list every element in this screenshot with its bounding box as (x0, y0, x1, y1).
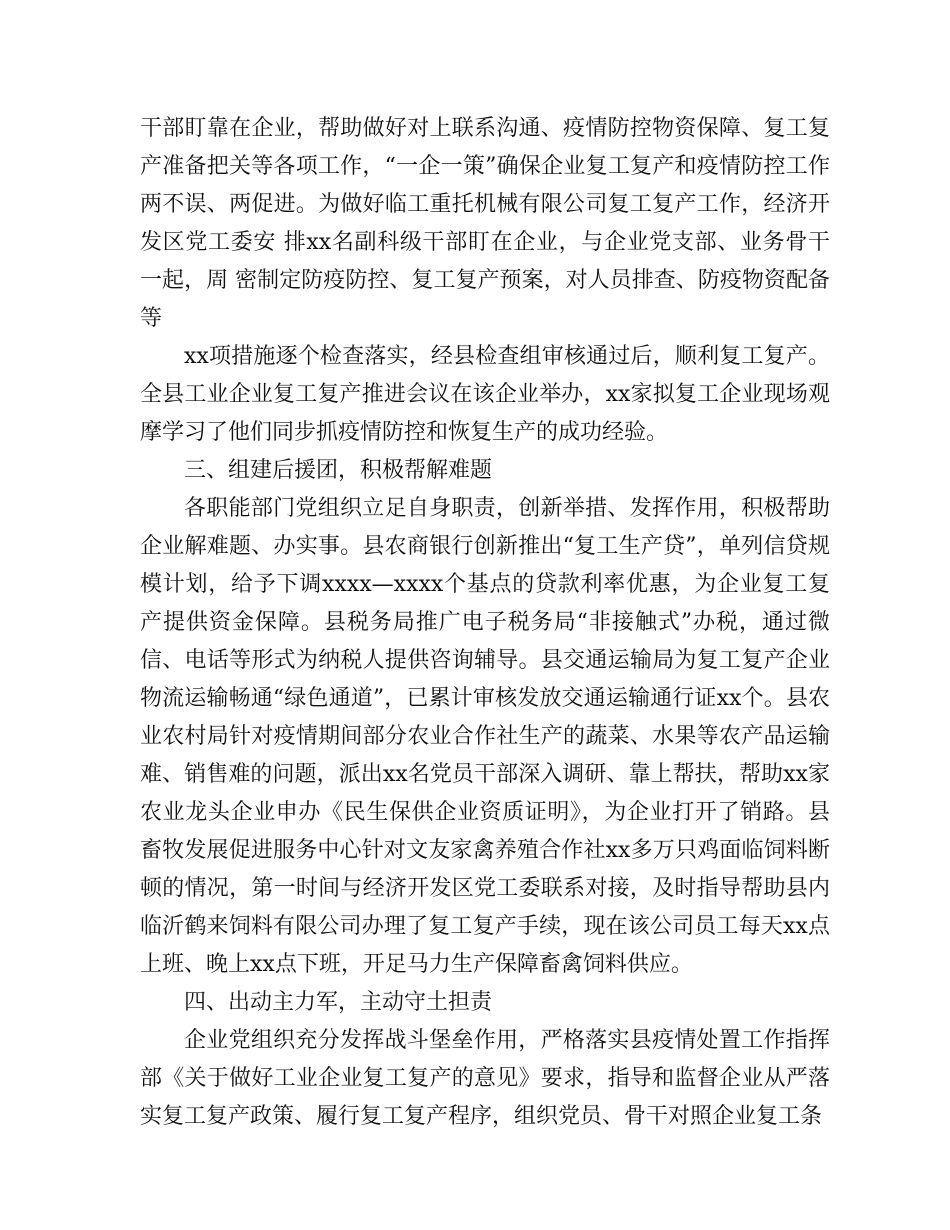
document-body (140, 110, 830, 1136)
paragraph-continuation: 干部盯靠在企业，帮助做好对上联系沟通、疫情防控物资保障、复工复产准备把关等各项工作，“一企一策”确保企业复工复产和疫情防控工作两不误、两促进。为做好临工重托机械有限公司复工复产工作，经济开发区党工委安 排xx名副科级干部盯在企业，与企业党支部、业务骨干一起，周 密制定防疫防控、复工复产预案，对人员排查、防疫物资配备等 (140, 116, 830, 331)
paragraph-support: 各职能部门党组织立足自身职责，创新举措、发挥作用，积极帮助企业解难题、办实事。县农商银行创新推出“复工生产贷”，单列信贷规模计划，给予下调xxxx—xxxx个基点的贷款利率优惠，为企业复工复产提供资金保障。县税务局推广电子税务局“非接触式”办税，通过微信、电话等形式为纳税人提供咨询辅导。县交通运输局为复工复产企业物流运输畅通“绿色通道”，已累计审核发放交通运输通行证xx个。县农业农村局针对疫情期间部分农业合作社生产的蔬菜、水果等农产品运输难、销售难的问题，派出xx名党员干部深入调研、靠上帮扶，帮助xx家农业龙头企业申办《民生保供企业资质证明》，为企业打开了销路。县畜牧发展促进服务中心针对文友家禽养殖合作社xx多万只鸡面临饲料断顿的情况，第一时间与经济开发区党工委联系对接，及时指导帮助县内临沂鹤来饲料有限公司办理了复工复产手续，现在该公司员工每天xx点上班、晚上xx点下班，开足马力生产保障畜禽饲料供应。 (140, 496, 830, 977)
section-heading-4: 四、出动主力军，主动守土担责 (184, 990, 493, 1015)
paragraph-measures: xx项措施逐个检查落实，经县检查组审核通过后，顺利复工复产。全县工业企业复工复产推进会议在该企业举办，xx家拟复工企业现场观摩学习了他们同步抓疫情防控和恢复生产的成功经验。 (140, 344, 830, 445)
section-heading-3: 三、组建后援团，积极帮解难题 (184, 458, 493, 483)
paragraph-enterprise: 企业党组织充分发挥战斗堡垒作用，严格落实县疫情处置工作指挥部《关于做好工业企业复工复产的意见》要求，指导和监督企业从严落实复工复产政策、履行复工复产程序，组织党员、骨干对照企业复工条 (140, 1028, 830, 1129)
